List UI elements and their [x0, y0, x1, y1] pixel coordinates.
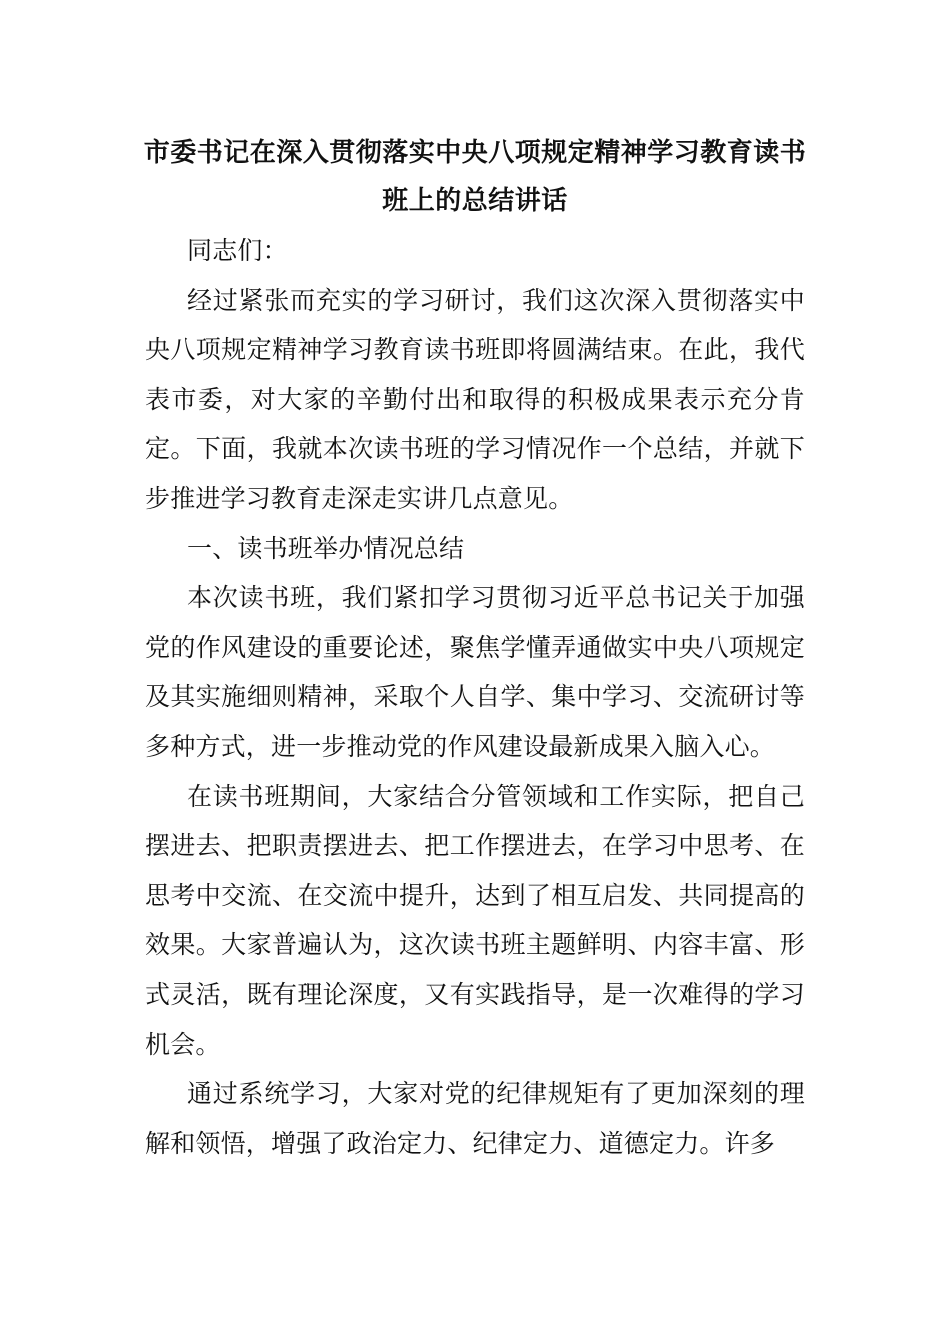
document-title-line-2: 班上的总结讲话 [382, 186, 568, 216]
paragraph-2: 在读书班期间，大家结合分管领域和工作实际，把自己摆进去、把职责摆进去、把工作摆进去，在学习中思考、在思考中交流、在交流中提升，达到了相互启发、共同提高的效果。大家普遍认为，这次读书班主题鲜明、内容丰富、形式灵活，既有理论深度，又有实践指导，是一次难得的学习机会。 [145, 781, 805, 1059]
paragraph-intro: 经过紧张而充实的学习研讨，我们这次深入贯彻落实中央八项规定精神学习教育读书班即将圆满结束。在此，我代表市委，对大家的辛勤付出和取得的积极成果表示充分肯定。下面，我就本次读书班的学习情况作一个总结，并就下步推进学习教育走深走实讲几点意见。 [145, 285, 805, 513]
paragraph-1: 本次读书班，我们紧扣学习贯彻习近平总书记关于加强党的作风建设的重要论述，聚焦学懂弄通做实中央八项规定及其实施细则精神，采取个人自学、集中学习、交流研讨等多种方式，进一步推动党的作风建设最新成果入脑入心。 [145, 583, 805, 761]
paragraph-3: 通过系统学习，大家对党的纪律规矩有了更加深刻的理解和领悟，增强了政治定力、纪律定力、道德定力。许多 [145, 1079, 805, 1158]
section-heading-1: 一、读书班举办情况总结 [187, 533, 465, 563]
document-body [145, 226, 805, 1168]
document-title-line-1: 市委书记在深入贯彻落实中央八项规定精神学习教育读书 [143, 138, 807, 168]
salutation: 同志们： [187, 236, 288, 265]
